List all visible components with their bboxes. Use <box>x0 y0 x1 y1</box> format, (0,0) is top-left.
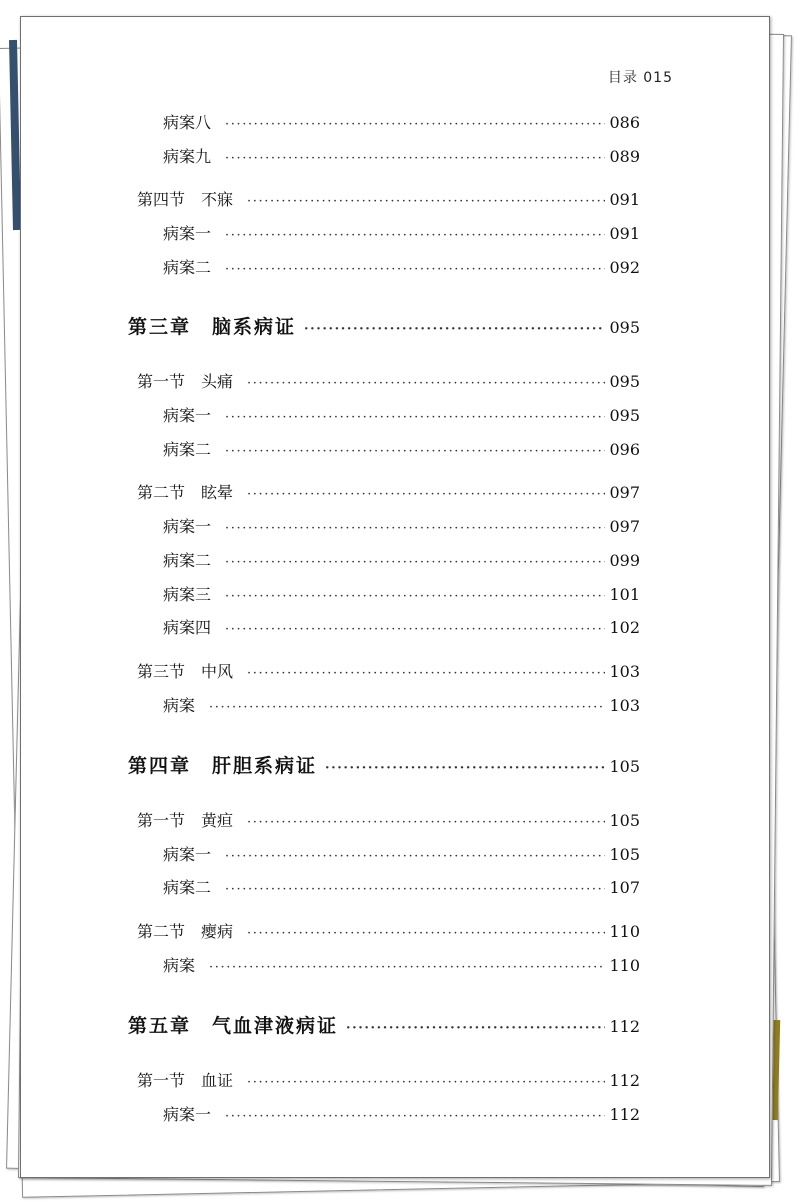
entry-page: 097 <box>609 483 640 502</box>
toc-entry-section[interactable] <box>137 659 640 682</box>
toc-entry-case[interactable] <box>163 582 640 605</box>
entry-page: 107 <box>609 878 640 897</box>
leader-dots <box>247 376 605 391</box>
entry-page: 112 <box>609 1017 640 1036</box>
leader-dots <box>225 262 605 277</box>
entry-page: 097 <box>609 517 640 536</box>
leader-dots <box>304 322 605 337</box>
toc-entry-case[interactable] <box>163 842 640 865</box>
toc-entry-chapter[interactable] <box>128 1011 640 1038</box>
toc-entry-case[interactable] <box>163 255 640 278</box>
entry-label: 第一节 黄疸 <box>137 811 234 830</box>
toc-entry-section[interactable] <box>137 369 640 392</box>
entry-label: 病案二 <box>163 440 212 459</box>
entry-label: 第一节 血证 <box>137 1071 234 1090</box>
toc-entry-chapter[interactable] <box>128 751 640 778</box>
entry-label: 第四节 不寐 <box>137 190 234 209</box>
entry-label: 病案一 <box>163 1105 212 1124</box>
leader-dots <box>247 815 605 830</box>
entry-label: 病案 <box>163 956 196 975</box>
entry-label: 病案三 <box>163 585 212 604</box>
leader-dots <box>225 228 605 243</box>
entry-page: 103 <box>609 696 640 715</box>
entry-page: 110 <box>609 922 640 941</box>
leader-dots <box>247 1075 605 1090</box>
leader-dots <box>225 521 605 536</box>
entry-page: 086 <box>609 113 640 132</box>
entry-page: 112 <box>609 1105 640 1124</box>
leader-dots <box>225 849 605 864</box>
entry-label: 病案一 <box>163 517 212 536</box>
toc-entry-case[interactable] <box>163 615 640 638</box>
leader-dots <box>225 1109 605 1124</box>
entry-page: 099 <box>609 551 640 570</box>
entry-label: 第三节 中风 <box>137 662 234 681</box>
entry-label: 第一节 头痛 <box>137 372 234 391</box>
toc-entry-case[interactable] <box>163 110 640 133</box>
entry-label: 第四章 肝胆系病证 <box>128 755 318 777</box>
toc-entry-case[interactable] <box>163 221 640 244</box>
entry-page: 089 <box>609 147 640 166</box>
entry-label: 病案一 <box>163 406 212 425</box>
entry-page: 105 <box>609 845 640 864</box>
leader-dots <box>209 700 605 715</box>
toc-entry-section[interactable] <box>137 1068 640 1091</box>
entry-page: 091 <box>609 190 640 209</box>
entry-page: 095 <box>609 318 640 337</box>
leader-dots <box>247 926 605 941</box>
entry-page: 103 <box>609 662 640 681</box>
leader-dots <box>247 487 605 502</box>
leader-dots <box>346 1021 605 1036</box>
leader-dots <box>225 555 605 570</box>
leader-dots <box>225 410 605 425</box>
toc-entry-section[interactable] <box>137 919 640 942</box>
entry-page: 110 <box>609 956 640 975</box>
toc-entry-section[interactable] <box>137 480 640 503</box>
toc-entry-case[interactable] <box>163 953 640 976</box>
leader-dots <box>209 960 605 975</box>
toc-entry-chapter[interactable] <box>128 312 640 339</box>
toc-entry-case[interactable] <box>163 403 640 426</box>
entry-page: 092 <box>609 258 640 277</box>
toc-entry-section[interactable] <box>137 187 640 210</box>
leader-dots <box>225 444 605 459</box>
entry-page: 096 <box>609 440 640 459</box>
toc-entry-section[interactable] <box>137 808 640 831</box>
entry-page: 105 <box>609 811 640 830</box>
leader-dots <box>247 666 605 681</box>
leader-dots <box>325 761 605 776</box>
toc-entry-case[interactable] <box>163 548 640 571</box>
entry-label: 病案八 <box>163 113 212 132</box>
toc-entry-case[interactable] <box>163 693 640 716</box>
leader-dots <box>225 622 605 637</box>
entry-label: 病案二 <box>163 258 212 277</box>
entry-label: 第二节 眩晕 <box>137 483 234 502</box>
toc-entry-case[interactable] <box>163 875 640 898</box>
toc-entry-case[interactable] <box>163 144 640 167</box>
entry-page: 112 <box>609 1071 640 1090</box>
leader-dots <box>225 151 605 166</box>
table-of-contents <box>21 17 769 1177</box>
entry-label: 第三章 脑系病证 <box>128 316 297 338</box>
entry-label: 病案四 <box>163 618 212 637</box>
entry-label: 病案二 <box>163 878 212 897</box>
toc-entry-case[interactable] <box>163 437 640 460</box>
entry-page: 101 <box>609 585 640 604</box>
toc-page <box>20 16 770 1178</box>
toc-entry-case[interactable] <box>163 514 640 537</box>
toc-entry-case[interactable] <box>163 1102 640 1125</box>
entry-page: 091 <box>609 224 640 243</box>
entry-label: 第二节 瘿病 <box>137 922 234 941</box>
entry-page: 095 <box>609 406 640 425</box>
entry-label: 病案九 <box>163 147 212 166</box>
entry-page: 105 <box>609 757 640 776</box>
leader-dots <box>247 194 605 209</box>
leader-dots <box>225 117 605 132</box>
entry-label: 病案 <box>163 696 196 715</box>
running-head: 目录 015 <box>607 70 673 86</box>
leader-dots <box>225 589 605 604</box>
entry-page: 095 <box>609 372 640 391</box>
entry-label: 病案一 <box>163 845 212 864</box>
entry-page: 102 <box>609 618 640 637</box>
entry-label: 第五章 气血津液病证 <box>128 1015 339 1037</box>
leader-dots <box>225 882 605 897</box>
entry-label: 病案一 <box>163 224 212 243</box>
entry-label: 病案二 <box>163 551 212 570</box>
